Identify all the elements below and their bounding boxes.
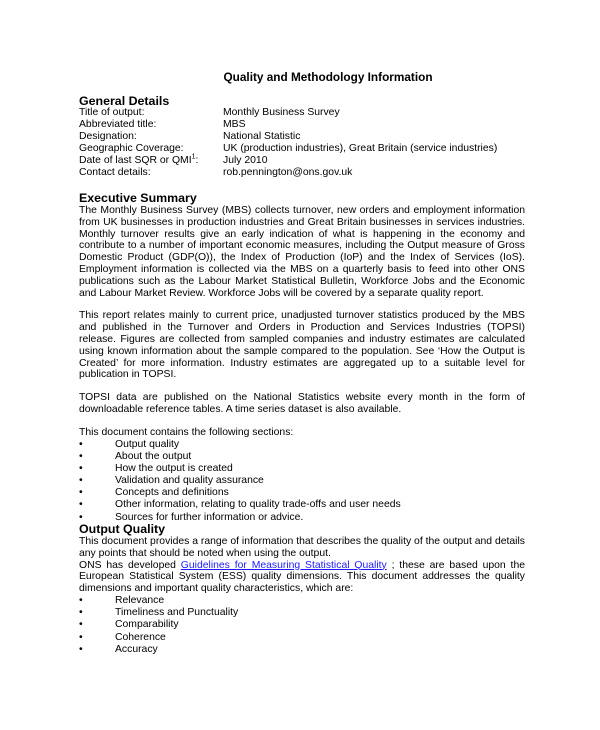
details-label-suffix: :	[195, 155, 199, 166]
bullet-icon: •	[79, 487, 83, 499]
details-label: Geographic Coverage:	[79, 143, 184, 154]
quality-text: ONS has developed	[79, 559, 181, 571]
output-quality-body	[79, 536, 525, 656]
bullet-icon: •	[79, 631, 83, 643]
details-value: July 2010	[223, 155, 268, 166]
general-details-heading: General Details	[79, 94, 170, 108]
list-item-text: Sources for further information or advice.	[115, 511, 304, 523]
list-item	[79, 463, 525, 475]
summary-paragraph: The Monthly Business Survey (MBS) collects turnover, new orders and employment information from UK businesses in production industries and Great Britain businesses in services industries. Monthly turnover results give an early indication of what is happening in the economy and contribute to a number of important economic measures, including the Output measure of Gross Domestic Product (GDP(O)), the Index of Production (IoP) and the Index of Services (IoS). Employment information is collected via the MBS on a quarterly basis to feed into other ONS publications such as the Labour Market Statistical Bulletin, Workforce Jobs and the Economic and Labour Market Review. Workforce Jobs will be covered by a separate quality report.	[79, 205, 525, 299]
quality-dimensions-list	[79, 595, 525, 656]
details-row	[79, 119, 519, 131]
executive-summary-body	[79, 205, 525, 524]
bullet-icon: •	[79, 450, 83, 462]
list-item	[79, 499, 525, 511]
sections-intro: This document contains the following sections:	[79, 426, 294, 438]
executive-summary-heading: Executive Summary	[79, 191, 197, 205]
details-label: Abbreviated title:	[79, 119, 157, 130]
bullet-icon: •	[79, 462, 83, 474]
list-item-text: Other information, relating to quality trade-offs and user needs	[115, 499, 401, 511]
bullet-icon: •	[79, 619, 83, 631]
quality-paragraph: This document provides a range of information that describes the quality of the output and details any points that should be noted when using the output.	[79, 536, 525, 559]
details-row	[79, 107, 519, 119]
list-item-text: Accuracy	[115, 643, 158, 655]
list-item	[79, 475, 525, 487]
bullet-icon: •	[79, 475, 83, 487]
bullet-icon: •	[79, 643, 83, 655]
details-label: Contact details:	[79, 167, 151, 178]
details-label: Title of output:	[79, 107, 145, 118]
list-item	[79, 487, 525, 499]
document-title: Quality and Methodology Information	[223, 70, 433, 84]
list-item-text: About the output	[115, 450, 192, 462]
output-quality-heading: Output Quality	[79, 522, 166, 536]
list-item-text: How the output is created	[115, 462, 233, 474]
list-item-text: Relevance	[115, 594, 165, 606]
contact-email[interactable]: rob.pennington@ons.gov.uk	[223, 167, 353, 178]
bullet-icon: •	[79, 438, 83, 450]
summary-paragraph: This report relates mainly to current price, unadjusted turnover statistics produced by the MBS and published in the Turnover and Orders in Production and Services Industries (TOPSI) release. Figures are collected from sampled companies and industry estimates are calculated using known information about the sample compared to the population. See ‘How the Output is Created’ for more information. Industry estimates are aggregated up to a suitable level for publication in TOPSI.	[79, 310, 525, 381]
list-item	[79, 644, 525, 656]
details-row	[79, 155, 519, 167]
list-item	[79, 439, 525, 451]
list-item-text: Coherence	[115, 631, 166, 643]
quality-paragraph	[79, 560, 525, 595]
list-item	[79, 607, 525, 619]
list-item	[79, 632, 525, 644]
details-row	[79, 143, 519, 155]
list-item-text: Validation and quality assurance	[115, 475, 264, 487]
list-item-text: Output quality	[115, 438, 180, 450]
details-value: MBS	[223, 119, 246, 130]
list-item	[79, 619, 525, 631]
details-row	[79, 167, 519, 179]
details-value: National Statistic	[223, 131, 301, 142]
bullet-icon: •	[79, 607, 83, 619]
bullet-icon: •	[79, 511, 83, 523]
sections-list	[79, 439, 525, 524]
bullet-icon: •	[79, 594, 83, 606]
details-label	[79, 155, 223, 167]
list-item-text: Concepts and definitions	[115, 487, 229, 499]
details-value: UK (production industries), Great Britain (service industries)	[223, 143, 498, 154]
guidelines-link[interactable]: Guidelines for Measuring Statistical Quality	[180, 559, 387, 571]
details-label-text: Date of last SQR or QMI	[79, 155, 192, 166]
details-value: Monthly Business Survey	[223, 107, 340, 118]
list-item-text: Comparability	[115, 619, 179, 631]
list-item	[79, 451, 525, 463]
details-label: Designation:	[79, 131, 137, 142]
summary-paragraph: TOPSI data are published on the National Statistics website every month in the form of downloadable reference tables. A time series dataset is also available.	[79, 392, 525, 415]
list-item-text: Timeliness and Punctuality	[115, 607, 239, 619]
footnote-marker[interactable]: 1	[191, 153, 196, 161]
list-item	[79, 595, 525, 607]
general-details-table	[79, 107, 519, 179]
details-row	[79, 131, 519, 143]
quality-text: ; these are based upon the European Statistical System (ESS) quality dimensions. This document addresses the quality dimensions and important quality characteristics, which are:	[79, 559, 526, 595]
bullet-icon: •	[79, 499, 83, 511]
